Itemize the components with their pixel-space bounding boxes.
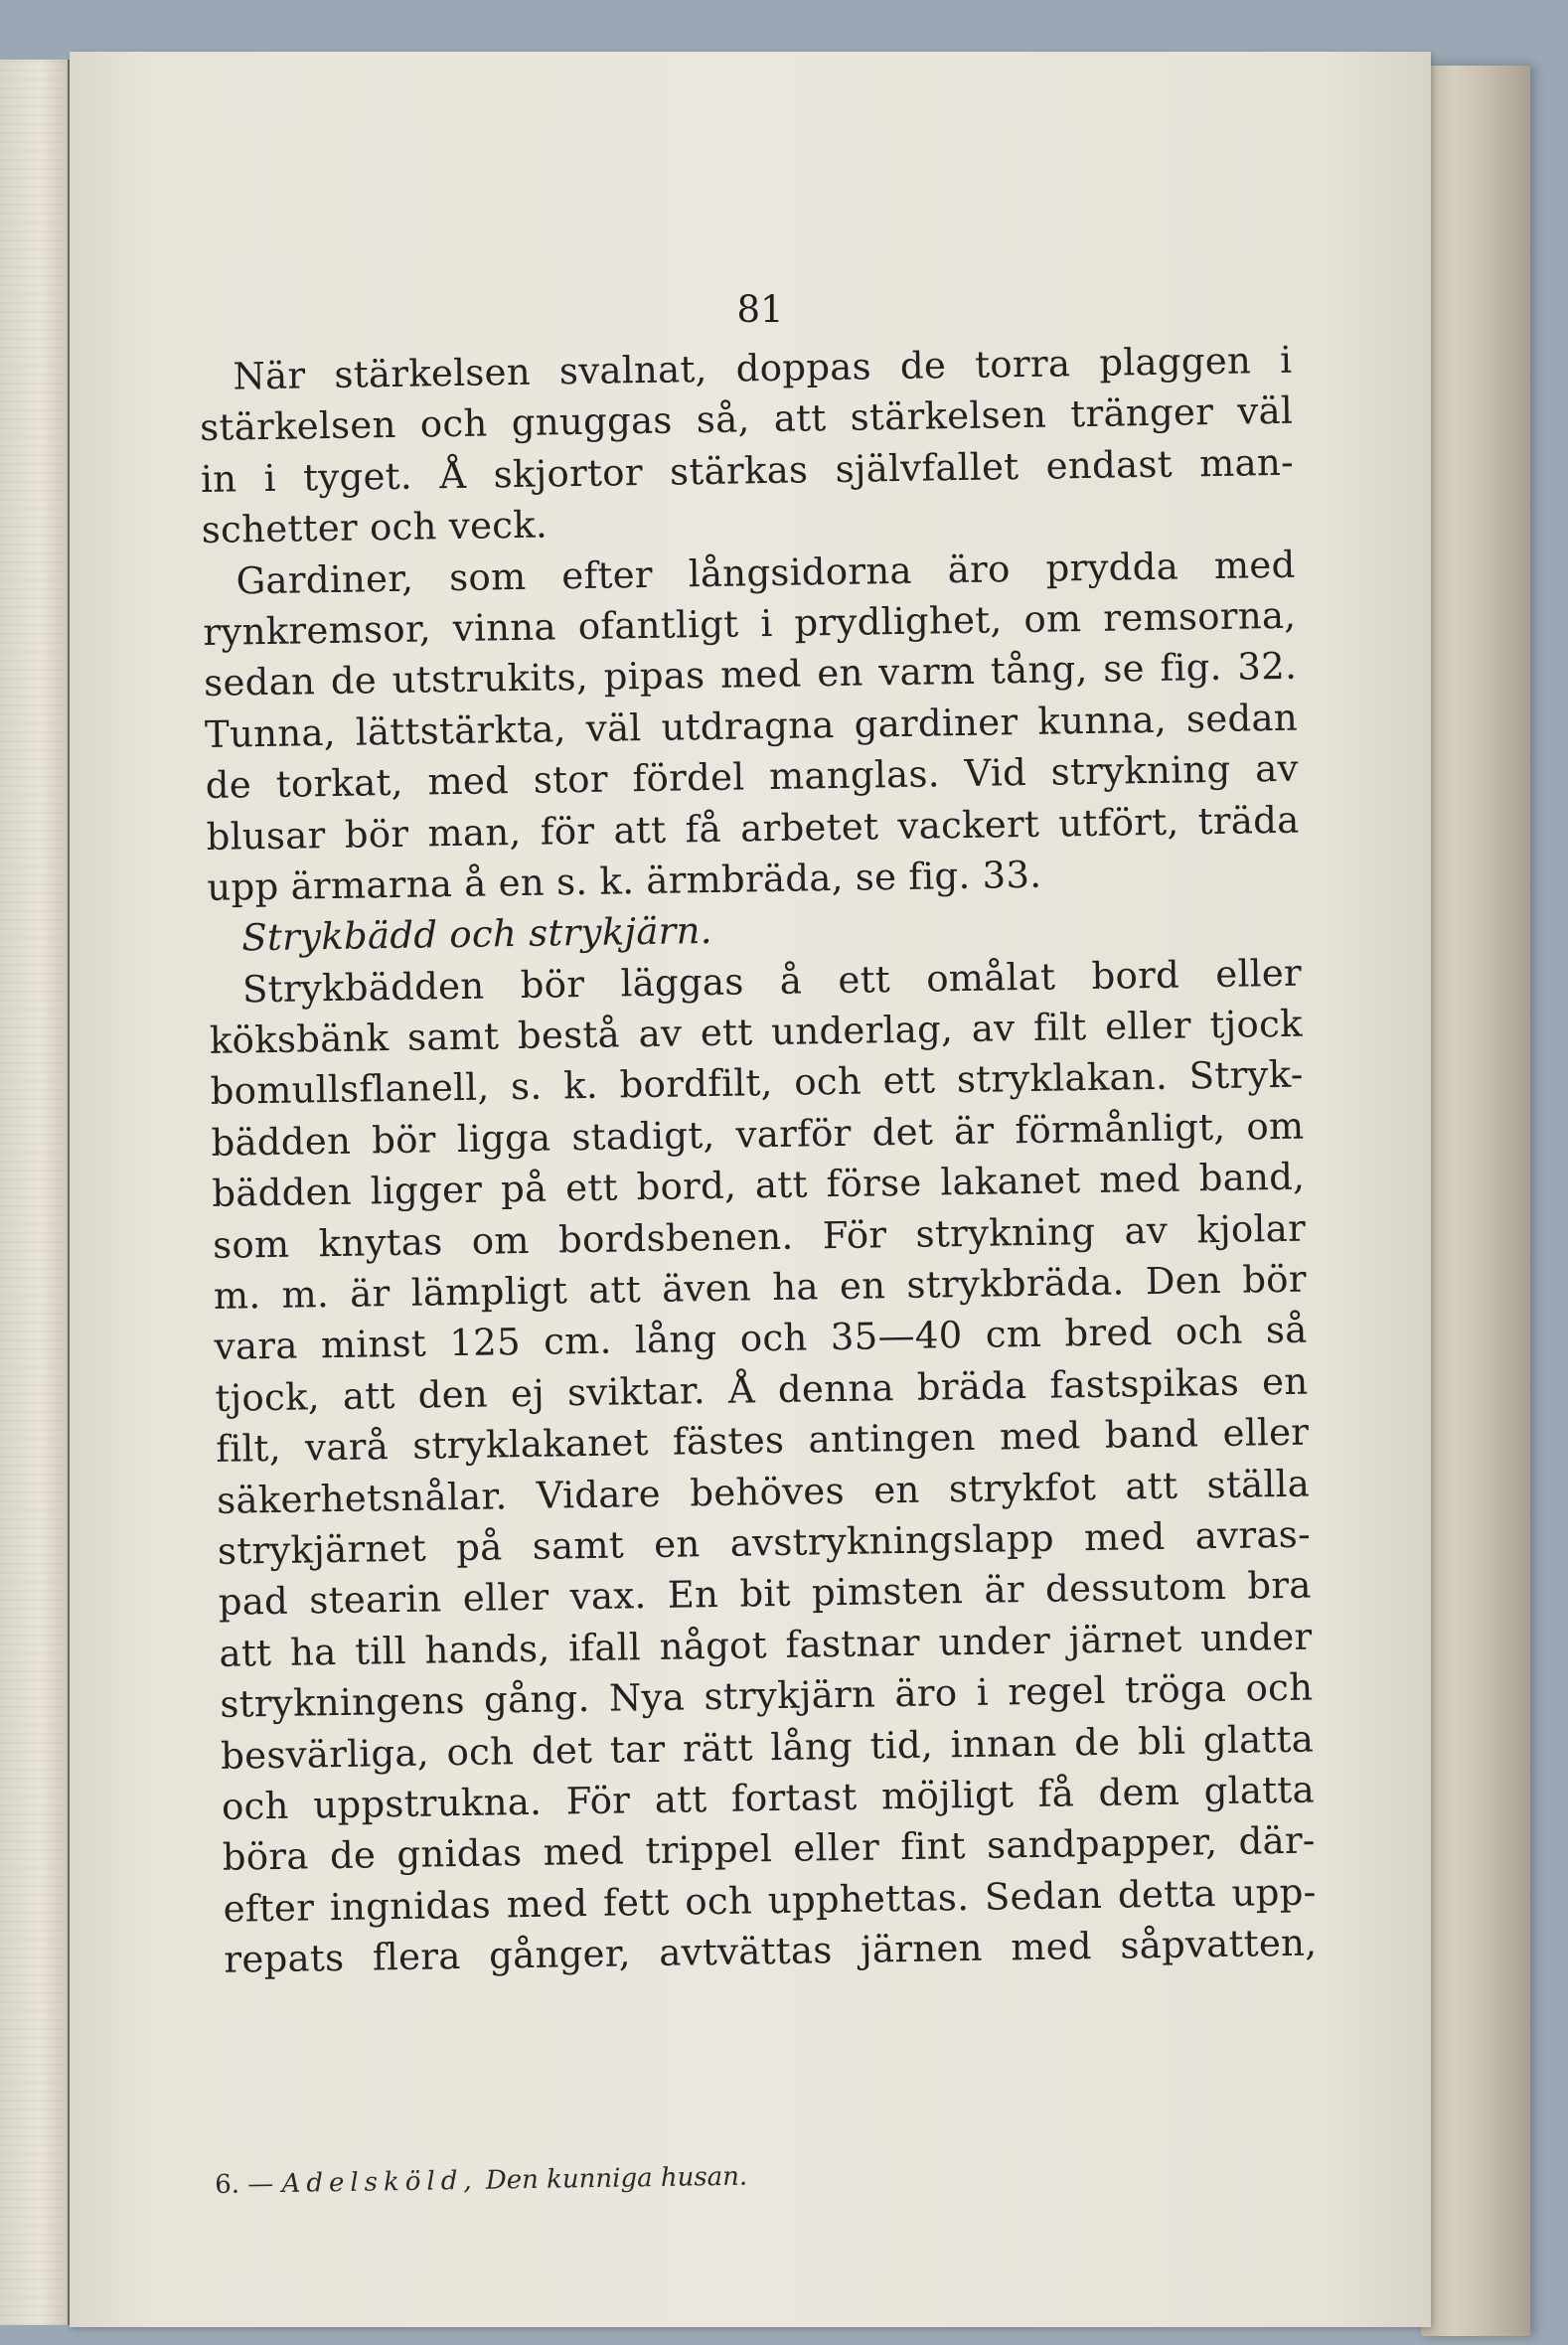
text-line: besvärliga, och det tar rätt lång tid, innan de bli glatta	[220, 1717, 1315, 1778]
text-line: blusar bör man, för att få arbetet vackert utfört, träda	[206, 798, 1300, 859]
text-line: stärkelsen och gnuggas så, att stärkelsen tränger väl	[199, 390, 1294, 450]
footer-author: Adelsköld,	[281, 2165, 478, 2199]
signature-footer	[215, 2162, 747, 2200]
text-line: bomullsflanell, s. k. bordfilt, och ett stryklakan. Stryk-	[210, 1053, 1304, 1114]
text-line: pad stearin eller vax. En bit pimsten är dessutom bra	[218, 1563, 1312, 1625]
text-line: tjock, att den ej sviktar. Å denna bräda fastspikas en	[215, 1359, 1309, 1420]
text-line: m. m. är lämpligt att även ha en strykbräda. Den bör	[213, 1257, 1308, 1318]
page-stack-edge	[1421, 66, 1530, 2336]
text-line: bädden ligger på ett bord, att förse lakanet med band,	[211, 1155, 1306, 1216]
text-line: som knytas om bordsbenen. För strykning av kjolar	[212, 1206, 1307, 1267]
text-line: rynkremsor, vinna ofantligt i prydlighet, om remsorna,	[203, 593, 1297, 654]
text-line: böra de gnidas med trippel eller fint sandpapper, där-	[222, 1818, 1317, 1880]
text-line: köksbänk samt bestå av ett underlag, av filt eller tjock	[209, 1002, 1304, 1062]
text-line: och uppstrukna. För att fortast möjligt få dem glatta	[221, 1768, 1316, 1828]
text-line: efter ingnidas med fett och upphettas. Sedan detta upp-	[223, 1870, 1317, 1931]
text-line: säkerhetsnålar. Vidare behöves en strykfot att ställa	[216, 1462, 1311, 1522]
text-line: strykningens gång. Nya strykjärn äro i regel tröga och	[220, 1665, 1314, 1726]
text-line: Strykbädden bör läggas å ett omålat bord eller	[241, 951, 1303, 1012]
text-line: Gardiner, som efter långsidorna äro prydda med	[235, 543, 1296, 602]
text-line: sedan de utstrukits, pipas med en varm tång, se fig. 32.	[203, 645, 1298, 705]
body-text	[199, 335, 1318, 1986]
text-line: bädden bör ligga stadigt, varför det är förmånligt, om	[211, 1104, 1305, 1165]
text-line: vara minst 125 cm. lång och 35—40 cm bred och så	[214, 1309, 1308, 1369]
text-line: schetter och veck.	[201, 503, 549, 552]
text-line: strykjärnet på samt en avstrykningslapp med avras-	[217, 1512, 1312, 1573]
text-line: Tunna, lättstärkta, väl utdragna gardiner kunna, sedan	[204, 696, 1299, 756]
footer-dash: —	[247, 2169, 274, 2200]
text-line: in i tyget. Å skjortor stärkas självfallet endast man-	[200, 440, 1295, 501]
signature-mark: 6.	[215, 2169, 240, 2200]
book-page	[70, 52, 1431, 2327]
section-heading: Strykbädd och strykjärn.	[240, 909, 713, 960]
text-line: filt, varå stryklakanet fästes antingen med band eller	[216, 1410, 1310, 1472]
text-line: de torkat, med stor fördel manglas. Vid strykning av	[205, 746, 1300, 808]
page-number: 81	[736, 288, 784, 331]
text-line: repats flera gånger, avtvättas järnen med såpvatten,	[224, 1921, 1318, 1981]
text-line: att ha till hands, ifall något fastnar under järnet under	[219, 1615, 1313, 1675]
footer-book-title: Den kunniga husan.	[485, 2161, 748, 2196]
text-line: När stärkelsen svalnat, doppas de torra plaggen i	[233, 338, 1293, 398]
text-line: upp ärmarna å en s. k. ärmbräda, se fig. 33.	[207, 853, 1042, 909]
left-page-edge	[0, 60, 71, 2325]
